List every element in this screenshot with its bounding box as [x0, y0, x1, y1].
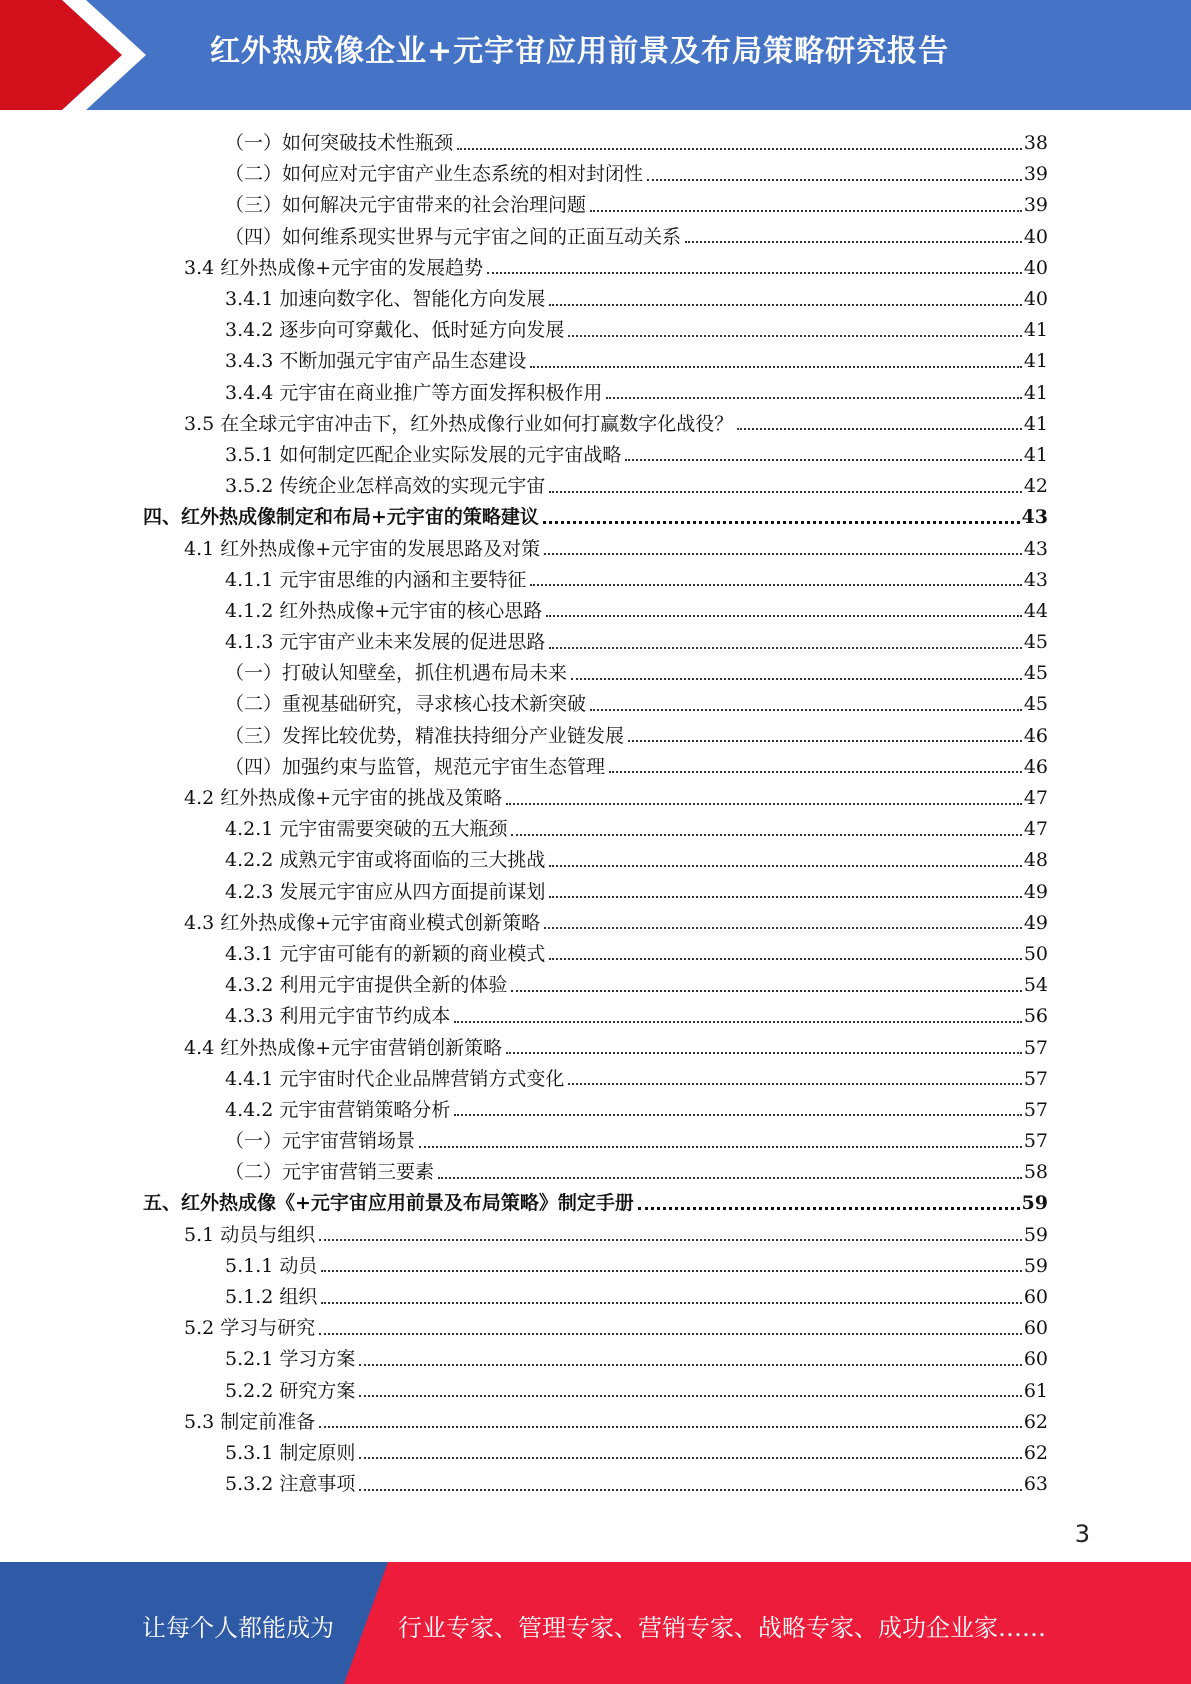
toc-entry-title: 3.4.4 元宇宙在商业推广等方面发挥积极作用: [225, 381, 603, 404]
toc-entry-page: 43: [1021, 506, 1048, 529]
toc-entry-page: 59: [1023, 1223, 1048, 1246]
toc-dot-leader: [544, 927, 1022, 929]
toc-entry-title: 4.3.2 利用元宇宙提供全新的体验: [225, 974, 508, 997]
toc-entry-page: 45: [1023, 693, 1048, 716]
toc-entry-page: 43: [1023, 537, 1048, 560]
toc-dot-leader: [685, 241, 1022, 243]
toc-entry-title: 5.1 动员与组织: [184, 1223, 316, 1246]
toc-dot-leader: [530, 584, 1021, 586]
toc-dot-leader: [438, 1177, 1022, 1179]
toc-entry[interactable]: [225, 222, 1048, 253]
toc-dot-leader: [737, 428, 1022, 430]
toc-entry-title: （三）发挥比较优势，精准扶持细分产业链发展: [225, 724, 625, 747]
toc-entry-page: 40: [1023, 225, 1048, 248]
toc-entry[interactable]: [184, 1032, 1048, 1063]
toc-dot-leader: [319, 1333, 1022, 1335]
toc-dot-leader: [319, 1426, 1022, 1428]
toc-entry[interactable]: [225, 565, 1048, 596]
toc-dot-leader: [359, 1489, 1021, 1491]
toc-entry-title: 4.2.2 成熟元宇宙或将面临的三大挑战: [225, 849, 546, 872]
toc-entry-title: （一）如何突破技术性瓶颈: [225, 132, 454, 155]
toc-entry-title: 五、红外热成像《+元宇宙应用前景及布局策略》制定手册: [143, 1192, 634, 1215]
toc-entry-page: 47: [1023, 787, 1048, 810]
toc-dot-leader: [506, 803, 1022, 805]
toc-entry[interactable]: [184, 1220, 1048, 1251]
toc-entry-title: 5.1.1 动员: [225, 1254, 318, 1277]
toc-entry-title: 4.1.2 红外热成像+元宇宙的核心思路: [225, 599, 543, 622]
toc-dot-leader: [419, 1146, 1022, 1148]
footer-slogan-left: 让每个人都能成为: [142, 1614, 334, 1642]
toc-entry[interactable]: [225, 1469, 1048, 1500]
toc-entry-title: 4.4.1 元宇宙时代企业品牌营销方式变化: [225, 1067, 565, 1090]
toc-entry-title: （四）如何维系现实世界与元宇宙之间的正面互动关系: [225, 225, 682, 248]
toc-dot-leader: [530, 366, 1021, 368]
toc-entry[interactable]: [184, 1407, 1048, 1438]
toc-entry-page: 60: [1023, 1286, 1048, 1309]
toc-entry-title: 3.4.3 不断加强元宇宙产品生态建设: [225, 350, 527, 373]
footer-slogan-right: 行业专家、管理专家、营销专家、战略专家、成功企业家……: [398, 1614, 1046, 1642]
toc-entry-page: 40: [1023, 288, 1048, 311]
toc-entry-page: 41: [1023, 443, 1048, 466]
toc-dot-leader: [638, 1207, 1020, 1210]
toc-dot-leader: [359, 1395, 1021, 1397]
toc-entry-page: 43: [1023, 568, 1048, 591]
toc-entry-page: 54: [1023, 974, 1048, 997]
toc-entry[interactable]: [225, 627, 1048, 658]
toc-entry-page: 41: [1023, 350, 1048, 373]
toc-entry-title: 4.1.1 元宇宙思维的内涵和主要特征: [225, 568, 527, 591]
toc-entry-page: 39: [1023, 163, 1048, 186]
toc-entry-title: 4.4 红外热成像+元宇宙营销创新策略: [184, 1036, 503, 1059]
toc-entry[interactable]: [143, 502, 1048, 533]
toc-entry[interactable]: [225, 752, 1048, 783]
toc-entry[interactable]: [184, 1313, 1048, 1344]
page-header: [0, 0, 1191, 110]
toc-entry-page: 42: [1023, 475, 1048, 498]
toc-dot-leader: [321, 1270, 1021, 1272]
toc-entry[interactable]: [225, 814, 1048, 845]
toc-entry-page: 57: [1023, 1130, 1048, 1153]
toc-dot-leader: [511, 834, 1021, 836]
toc-entry-page: 39: [1023, 194, 1048, 217]
toc-entry-page: 41: [1023, 319, 1048, 342]
page-footer: [0, 1562, 1191, 1684]
toc-entry[interactable]: [225, 128, 1048, 159]
toc-entry-page: 59: [1023, 1254, 1048, 1277]
toc-entry-page: 46: [1023, 724, 1048, 747]
toc-entry[interactable]: [225, 721, 1048, 752]
toc-entry-page: 59: [1021, 1192, 1048, 1215]
toc-entry-page: 45: [1023, 631, 1048, 654]
toc-entry-title: 5.2.2 研究方案: [225, 1379, 356, 1402]
toc-entry-page: 56: [1023, 1005, 1048, 1028]
toc-entry[interactable]: [225, 378, 1048, 409]
toc-entry[interactable]: [225, 1282, 1048, 1313]
toc-entry-page: 41: [1023, 381, 1048, 404]
toc-dot-leader: [546, 615, 1022, 617]
toc-entry[interactable]: [184, 783, 1048, 814]
toc-dot-leader: [457, 148, 1022, 150]
toc-entry[interactable]: [225, 284, 1048, 315]
table-of-contents: [0, 128, 1191, 1500]
toc-dot-leader: [568, 1083, 1021, 1085]
toc-entry-title: （一）打破认知壁垒，抓住机遇布局未来: [225, 662, 568, 685]
toc-dot-leader: [549, 491, 1021, 493]
toc-entry-page: 58: [1023, 1161, 1048, 1184]
toc-dot-leader: [568, 335, 1021, 337]
toc-entry-title: 4.3 红外热成像+元宇宙商业模式创新策略: [184, 911, 541, 934]
toc-dot-leader: [606, 397, 1021, 399]
toc-entry-title: 4.2.3 发展元宇宙应从四方面提前谋划: [225, 880, 546, 903]
toc-entry-page: 48: [1023, 849, 1048, 872]
toc-entry-page: 63: [1023, 1473, 1048, 1496]
toc-entry-title: （四）加强约束与监管，规范元宇宙生态管理: [225, 755, 606, 778]
toc-entry-page: 61: [1023, 1379, 1048, 1402]
toc-entry-title: 3.4.2 逐步向可穿戴化、低时延方向发展: [225, 319, 565, 342]
toc-entry-title: （一）元宇宙营销场景: [225, 1130, 416, 1153]
toc-entry-title: 4.2.1 元宇宙需要突破的五大瓶颈: [225, 818, 508, 841]
toc-dot-leader: [549, 896, 1021, 898]
toc-dot-leader: [549, 958, 1021, 960]
toc-entry[interactable]: [225, 1438, 1048, 1469]
toc-entry[interactable]: [225, 1344, 1048, 1375]
toc-entry-title: 5.3.1 制定原则: [225, 1441, 356, 1464]
toc-entry-page: 45: [1023, 662, 1048, 685]
toc-dot-leader: [647, 179, 1022, 181]
toc-entry[interactable]: [225, 1126, 1048, 1157]
toc-entry-page: 44: [1023, 599, 1048, 622]
toc-entry-page: 62: [1023, 1410, 1048, 1433]
toc-entry-title: 四、红外热成像制定和布局+元宇宙的策略建议: [143, 506, 539, 529]
toc-dot-leader: [511, 990, 1021, 992]
toc-entry[interactable]: [225, 689, 1048, 720]
toc-entry-page: 47: [1023, 818, 1048, 841]
toc-entry-title: 3.5.2 传统企业怎样高效的实现元宇宙: [225, 475, 546, 498]
toc-entry-title: 3.5 在全球元宇宙冲击下，红外热成像行业如何打赢数字化战役？: [184, 412, 734, 435]
toc-entry-page: 40: [1023, 256, 1048, 279]
toc-entry-page: 38: [1023, 132, 1048, 155]
toc-entry[interactable]: [225, 315, 1048, 346]
toc-entry-title: 3.4.1 加速向数字化、智能化方向发展: [225, 288, 546, 311]
toc-entry-title: 5.1.2 组织: [225, 1286, 318, 1309]
toc-entry[interactable]: [225, 1376, 1048, 1407]
toc-entry-page: 60: [1023, 1317, 1048, 1340]
toc-dot-leader: [454, 1021, 1021, 1023]
toc-entry-page: 49: [1023, 880, 1048, 903]
toc-entry[interactable]: [225, 1064, 1048, 1095]
toc-entry-title: 5.3 制定前准备: [184, 1410, 316, 1433]
toc-entry-page: 57: [1023, 1067, 1048, 1090]
toc-entry-title: （二）元宇宙营销三要素: [225, 1161, 435, 1184]
toc-dot-leader: [543, 521, 1020, 524]
toc-entry-title: 4.3.1 元宇宙可能有的新颖的商业模式: [225, 942, 546, 965]
toc-entry-title: 3.4 红外热成像+元宇宙的发展趋势: [184, 256, 484, 279]
toc-entry[interactable]: [225, 1001, 1048, 1032]
toc-entry-title: 4.2 红外热成像+元宇宙的挑战及策略: [184, 787, 503, 810]
toc-entry[interactable]: [143, 1188, 1048, 1219]
toc-entry-title: 5.2.1 学习方案: [225, 1348, 356, 1371]
toc-dot-leader: [628, 740, 1022, 742]
toc-entry-page: 41: [1023, 412, 1048, 435]
toc-entry-title: 5.3.2 注意事项: [225, 1473, 356, 1496]
toc-entry[interactable]: [225, 346, 1048, 377]
toc-dot-leader: [319, 1239, 1022, 1241]
toc-dot-leader: [359, 1457, 1021, 1459]
toc-entry-title: 5.2 学习与研究: [184, 1317, 316, 1340]
toc-entry-page: 50: [1023, 942, 1048, 965]
toc-entry[interactable]: [184, 533, 1048, 564]
toc-dot-leader: [506, 1052, 1022, 1054]
toc-dot-leader: [549, 865, 1021, 867]
toc-entry[interactable]: [225, 471, 1048, 502]
toc-dot-leader: [487, 272, 1022, 274]
toc-dot-leader: [571, 678, 1022, 680]
toc-entry-page: 57: [1023, 1098, 1048, 1121]
toc-entry[interactable]: [225, 440, 1048, 471]
toc-entry[interactable]: [184, 908, 1048, 939]
toc-entry-title: （二）重视基础研究，寻求核心技术新突破: [225, 693, 587, 716]
toc-entry[interactable]: [225, 596, 1048, 627]
toc-entry[interactable]: [225, 845, 1048, 876]
toc-entry-page: 62: [1023, 1441, 1048, 1464]
toc-entry-page: 60: [1023, 1348, 1048, 1371]
toc-entry-title: 4.1.3 元宇宙产业未来发展的促进思路: [225, 631, 546, 654]
toc-dot-leader: [625, 459, 1021, 461]
toc-entry[interactable]: [225, 877, 1048, 908]
toc-entry[interactable]: [225, 1251, 1048, 1282]
toc-dot-leader: [544, 553, 1022, 555]
toc-dot-leader: [609, 771, 1022, 773]
toc-entry-title: （二）如何应对元宇宙产业生态系统的相对封闭性: [225, 163, 644, 186]
toc-dot-leader: [549, 647, 1021, 649]
toc-entry[interactable]: [225, 1157, 1048, 1188]
header-title: 红外热成像企业+元宇宙应用前景及布局策略研究报告: [210, 34, 950, 69]
toc-dot-leader: [549, 304, 1021, 306]
toc-entry[interactable]: [225, 970, 1048, 1001]
toc-dot-leader: [590, 210, 1022, 212]
toc-entry-page: 57: [1023, 1036, 1048, 1059]
toc-entry-title: 3.5.1 如何制定匹配企业实际发展的元宇宙战略: [225, 443, 622, 466]
toc-entry[interactable]: [225, 159, 1048, 190]
toc-dot-leader: [590, 709, 1022, 711]
toc-dot-leader: [321, 1302, 1021, 1304]
toc-entry-title: 4.4.2 元宇宙营销策略分析: [225, 1098, 451, 1121]
toc-entry-title: 4.1 红外热成像+元宇宙的发展思路及对策: [184, 537, 541, 560]
toc-entry[interactable]: [184, 253, 1048, 284]
toc-entry-title: （三）如何解决元宇宙带来的社会治理问题: [225, 194, 587, 217]
toc-entry[interactable]: [225, 190, 1048, 221]
toc-entry[interactable]: [225, 658, 1048, 689]
toc-entry[interactable]: [225, 939, 1048, 970]
toc-dot-leader: [454, 1114, 1021, 1116]
toc-entry[interactable]: [225, 1095, 1048, 1126]
page-number: 3: [1074, 1520, 1090, 1548]
toc-entry-page: 46: [1023, 755, 1048, 778]
toc-entry[interactable]: [184, 409, 1048, 440]
toc-dot-leader: [359, 1364, 1021, 1366]
toc-entry-title: 4.3.3 利用元宇宙节约成本: [225, 1005, 451, 1028]
toc-entry-page: 49: [1023, 911, 1048, 934]
